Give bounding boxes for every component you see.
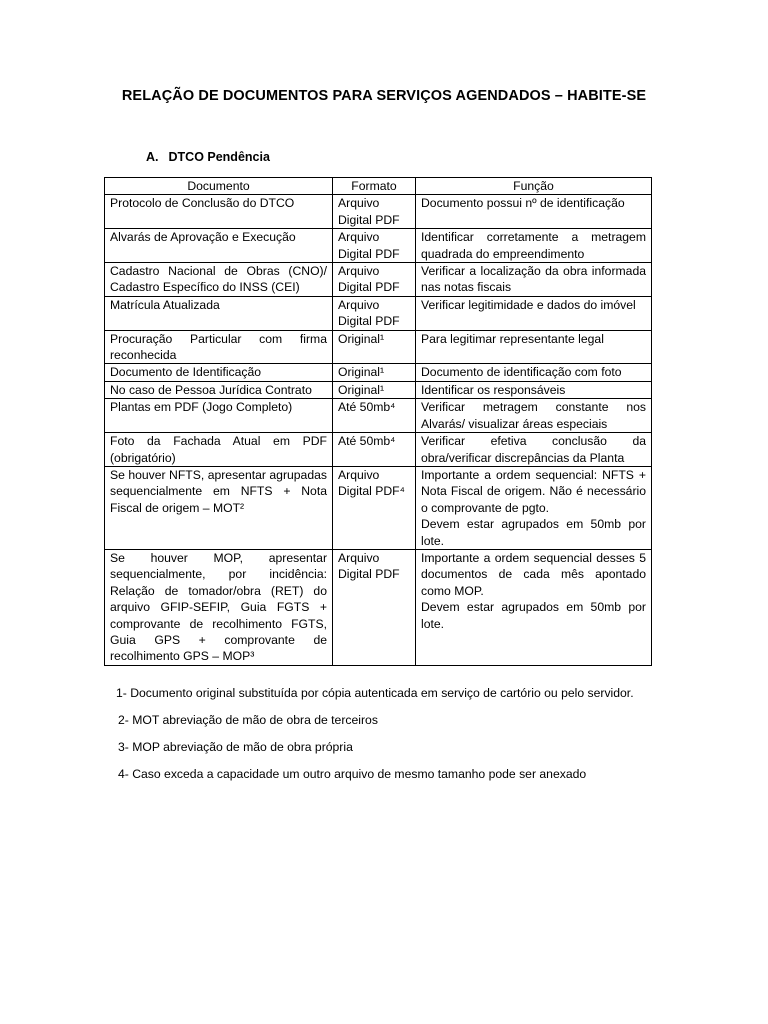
cell-formato: Arquivo Digital PDF xyxy=(333,229,416,263)
cell-funcao: Verificar metragem constante nos Alvarás/ visualizar áreas especiais xyxy=(416,399,652,433)
cell-documento: Documento de Identificação xyxy=(105,364,333,381)
table-row xyxy=(105,330,652,364)
cell-funcao: Identificar os responsáveis xyxy=(416,381,652,398)
table-row xyxy=(105,263,652,297)
section-heading xyxy=(146,150,270,164)
header-documento: Documento xyxy=(105,178,333,195)
section-marker: A. xyxy=(146,150,159,164)
footnotes xyxy=(108,684,658,792)
cell-formato: Original¹ xyxy=(333,381,416,398)
cell-formato: Arquivo Digital PDF xyxy=(333,263,416,297)
cell-funcao: Identificar corretamente a metragem quadrada do empreendimento xyxy=(416,229,652,263)
cell-formato: Arquivo Digital PDF xyxy=(333,296,416,330)
cell-documento: Cadastro Nacional de Obras (CNO)/ Cadastro Específico do INSS (CEI) xyxy=(105,263,333,297)
cell-formato: Até 50mb⁴ xyxy=(333,399,416,433)
cell-documento: Matrícula Atualizada xyxy=(105,296,333,330)
cell-funcao: Documento possui nº de identificação xyxy=(416,195,652,229)
table-row xyxy=(105,195,652,229)
cell-formato: Original¹ xyxy=(333,364,416,381)
cell-formato: Arquivo Digital PDF⁴ xyxy=(333,466,416,549)
footnote-4: 4- Caso exceda a capacidade um outro arquivo de mesmo tamanho pode ser anexado xyxy=(118,767,587,781)
cell-funcao: Verificar efetiva conclusão da obra/verificar discrepâncias da Planta xyxy=(416,433,652,467)
cell-documento: Plantas em PDF (Jogo Completo) xyxy=(105,399,333,433)
cell-documento: Se houver NFTS, apresentar agrupadas sequencialmente em NFTS + Nota Fiscal de origem – MOT² xyxy=(105,466,333,549)
table-row xyxy=(105,466,652,549)
section-title: DTCO Pendência xyxy=(168,150,270,164)
table-row xyxy=(105,364,652,381)
table-row xyxy=(105,433,652,467)
table-row xyxy=(105,399,652,433)
footnote-1: 1- Documento original substituída por cópia autenticada em serviço de cartório ou pelo servidor. xyxy=(116,686,634,700)
cell-funcao: Importante a ordem sequencial: NFTS + Nota Fiscal de origem. Não é necessário o comprovante de pgto. Devem estar agrupados em 50mb por lote. xyxy=(416,466,652,549)
cell-formato: Até 50mb⁴ xyxy=(333,433,416,467)
header-formato: Formato xyxy=(333,178,416,195)
cell-documento: Protocolo de Conclusão do DTCO xyxy=(105,195,333,229)
cell-documento: Procuração Particular com firma reconhecida xyxy=(105,330,333,364)
footnote-2: 2- MOT abreviação de mão de obra de terceiros xyxy=(118,713,378,727)
cell-formato: Original¹ xyxy=(333,330,416,364)
cell-formato: Arquivo Digital PDF xyxy=(333,549,416,665)
table-row xyxy=(105,549,652,665)
documents-table xyxy=(104,177,652,666)
cell-documento: No caso de Pessoa Jurídica Contrato xyxy=(105,381,333,398)
document-title: RELAÇÃO DE DOCUMENTOS PARA SERVIÇOS AGENDADOS – HABITE-SE xyxy=(121,88,647,104)
cell-funcao: Verificar a localização da obra informada nas notas fiscais xyxy=(416,263,652,297)
cell-funcao: Para legitimar representante legal xyxy=(416,330,652,364)
cell-funcao: Importante a ordem sequencial desses 5 documentos de cada mês apontado como MOP. Devem estar agrupados em 50mb por lote. xyxy=(416,549,652,665)
header-funcao: Função xyxy=(416,178,652,195)
table-row xyxy=(105,381,652,398)
footnote-3: 3- MOP abreviação de mão de obra própria xyxy=(118,740,353,754)
cell-documento: Se houver MOP, apresentar sequencialmente, por incidência: Relação de tomador/obra (RET) do arquivo GFIP-SEFIP, Guia FGTS + comprovante de recolhimento FGTS, Guia GPS + comprovante de recolhimento GPS – MOP³ xyxy=(105,549,333,665)
cell-documento: Foto da Fachada Atual em PDF (obrigatório) xyxy=(105,433,333,467)
cell-funcao: Verificar legitimidade e dados do imóvel xyxy=(416,296,652,330)
cell-funcao: Documento de identificação com foto xyxy=(416,364,652,381)
table-header-row xyxy=(105,178,652,195)
table-row xyxy=(105,296,652,330)
cell-documento: Alvarás de Aprovação e Execução xyxy=(105,229,333,263)
cell-formato: Arquivo Digital PDF xyxy=(333,195,416,229)
table-row xyxy=(105,229,652,263)
